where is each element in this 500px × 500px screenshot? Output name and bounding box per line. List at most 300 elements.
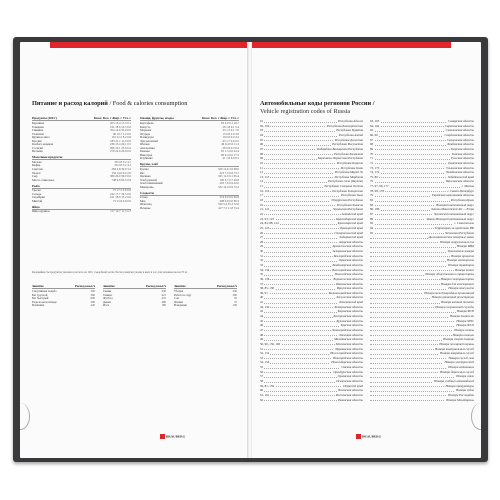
region-code: 35 [260, 272, 264, 277]
region-name: Воронежская область [333, 276, 363, 281]
region-code: 45 [260, 318, 264, 323]
region-code: 21, 121 [260, 207, 270, 212]
region-name: Номера полиции [452, 332, 474, 337]
brand-logo [356, 434, 381, 439]
row-name: Куриное мясо [32, 135, 50, 140]
section-columns: Ккал. Бел. г Жир. г Угл. г [93, 116, 131, 121]
activity-name: Спортивная ходьба [32, 288, 57, 293]
row-values: 157 12.7 11.5 0.7 [110, 209, 131, 214]
region-name: г. Москва [461, 184, 474, 189]
region-name: Республика Мордовия [334, 174, 363, 179]
region-name: Камчатский край [339, 300, 363, 305]
region-code: 23, 93, 123 [260, 216, 274, 221]
activity-value: 360 [90, 292, 95, 297]
region-name: Ивановская область [336, 281, 363, 286]
activity-name: Сон [174, 296, 180, 301]
region-code: 17 [260, 193, 264, 198]
region-name: Республика Алтай [338, 133, 363, 138]
activity-value: 300 [232, 292, 237, 297]
region-name: Челябинская область [445, 170, 474, 175]
region-name: Ярославская область [445, 179, 474, 184]
region-codes-column-b [370, 119, 474, 402]
region-code: 02, 102 [260, 123, 270, 128]
region-name: Вологодская область [334, 272, 363, 277]
region-name: Курская область [340, 323, 363, 328]
region-name: Тульская область [450, 156, 474, 161]
region-name: Чеченская Республика [444, 230, 474, 235]
region-name: Рязанская область [338, 397, 363, 402]
region-name: Пермский край [343, 383, 363, 388]
region-code: 75, 80 [370, 174, 378, 179]
region-code: 59, 81, 159 [260, 383, 274, 388]
region-code: 49 [260, 337, 264, 342]
region-code: 47 [260, 327, 264, 332]
section-columns: Ккал. Бел. г Жир. г Угл. г [201, 116, 239, 121]
region-name: Саратовская область [444, 123, 474, 128]
row-name: Лук репчатый [140, 138, 158, 143]
activity-value: 70 [234, 299, 237, 304]
row-name: Макароны [140, 184, 154, 189]
activity-value: 425 [161, 292, 166, 297]
left-page [20, 42, 248, 458]
row-values: 266 10.1 23.9 0.2 [110, 145, 131, 150]
region-code: 52, 152 [260, 351, 270, 356]
activity-name: Йога [103, 303, 110, 308]
region-name: Номера электросетей [444, 360, 474, 365]
region-code: 69 [370, 146, 374, 151]
table-row [32, 150, 131, 154]
food-title [32, 100, 187, 107]
row-name: Масло сливочное [32, 177, 55, 182]
regions-title-ru: Автомобильные коды регионов России [260, 100, 372, 107]
region-name: Новгородская область [333, 355, 363, 360]
region-name: Республика Северная Осетия [324, 184, 363, 189]
region-name: Номера коммунальных служб [435, 346, 474, 351]
region-code: 67 [370, 137, 374, 142]
region-name: Кировская область [337, 309, 363, 314]
region-name: Номера пограничной службы [435, 304, 474, 309]
region-name: Республика Татарстан [332, 188, 363, 193]
region-code: 06 [260, 142, 264, 147]
activity-name: Бег быстрый [32, 296, 49, 301]
activity-name: Чтение [174, 299, 184, 304]
region-name: Республика Саха (Якутия) [328, 179, 363, 184]
row-values: 191 18.0 13.2 0.0 [110, 195, 131, 200]
row-values: 191 18.6 12.5 0.0 [110, 124, 131, 129]
region-name: Брянская область [339, 258, 363, 263]
activity-name: Танцы [103, 288, 112, 293]
row-values: 91 1.5 0.0 22.4 [221, 149, 239, 154]
activity-header-label: Занятие [32, 284, 44, 289]
brand-logo-icon [160, 434, 165, 439]
region-code: 10 [260, 160, 264, 165]
row-name: Апельсины [140, 145, 155, 150]
region-name: Красноярский край [337, 221, 363, 226]
row-values: 190 4.7 0.7 49.8 [219, 177, 239, 182]
region-code: 66, 96 [370, 133, 378, 138]
region-name: Республика Карелия [336, 160, 363, 165]
activity-value: 180 [161, 303, 166, 308]
activity-row [103, 304, 166, 308]
brand-logo [160, 434, 185, 439]
region-code: 62 [260, 397, 264, 402]
row-name: Творог [32, 170, 41, 175]
row-values: 279 22.6 20.9 0.0 [110, 149, 131, 154]
region-name: Костромская область [333, 314, 363, 319]
row-name: Рис [140, 170, 145, 175]
row-values: 15 0.8 0.0 3.0 [222, 131, 239, 136]
region-code: 44 [260, 314, 264, 319]
region-code: 73, 173 [370, 165, 380, 170]
region-code: 03 [260, 128, 264, 133]
region-name: Номера вооруженных сил [440, 239, 474, 244]
activity-name: Работа в саду [174, 292, 192, 297]
activity-value: 420 [90, 303, 95, 308]
red-header-bar [50, 42, 248, 48]
region-code: 63, 163 [370, 119, 380, 124]
region-code: 79 [370, 193, 374, 198]
region-code: 42, 142 [260, 304, 270, 309]
region-name: Ямало-Ненецкий автономный округ [426, 216, 474, 221]
row-name: Телятина [32, 131, 44, 136]
region-name: Номера военной техники [440, 300, 474, 305]
row-name: Хлеб ржаной [140, 177, 157, 182]
brand-logo-icon [356, 434, 361, 439]
activity-header-unit: Расход ккал/ч [74, 284, 95, 289]
region-name: Номера судов [455, 388, 474, 393]
row-values: 19 0.6 0.0 4.2 [222, 135, 239, 140]
region-name: Номера консульств [448, 286, 474, 291]
row-name: Говядина [32, 124, 44, 129]
region-name: Номера мотоциклов [446, 258, 474, 263]
region-code: 78, 98, 178 [370, 188, 384, 193]
activity-name: Уборка [174, 288, 184, 293]
row-values: 69 0.4 0.0 17.5 [221, 152, 239, 157]
brand-logo-text: BRAUBERG [362, 434, 382, 439]
section-title: Крупы, хлеб [140, 162, 158, 167]
region-name: Амурская область [338, 239, 363, 244]
section-title: Продукты (100 г) [32, 116, 57, 121]
region-code: 30 [260, 249, 264, 254]
row-values: 43 1.7 0.0 9.5 [222, 138, 239, 143]
region-name: Республика Бурятия [336, 128, 363, 133]
region-name: Архангельская область [332, 244, 363, 249]
section-title: Молочные продукты [32, 155, 63, 160]
region-name: Ульяновская область [446, 165, 474, 170]
row-values: 417 7.5 11.8 74.4 [218, 205, 239, 210]
row-name: Треска [32, 188, 41, 193]
region-name: Иркутская область [336, 286, 363, 291]
region-name: Республика Дагестан [334, 137, 363, 142]
region-name: Тюменская область [448, 160, 474, 165]
region-code: 11 [260, 165, 263, 170]
region-code: 61, 161 [260, 392, 270, 397]
right-page [252, 42, 481, 458]
region-code: 58 [260, 379, 264, 384]
row-values: 332 10.4 0.9 72.2 [218, 184, 239, 189]
region-code: 53 [260, 355, 264, 360]
row-values: 203 7.6 0.9 42.0 [219, 181, 239, 186]
activity-header [174, 284, 237, 289]
region-code: 72 [370, 160, 374, 165]
region-code: 46 [260, 323, 264, 328]
region-name: Мурманская область [335, 346, 363, 351]
section-title: Рыба [32, 183, 40, 188]
row-values: 236 13.4 20.1 0.5 [110, 142, 131, 147]
region-code: 19 [260, 202, 264, 207]
activity-row [174, 304, 237, 308]
row-name: Сосиски [32, 145, 43, 150]
region-code: 22 [260, 211, 264, 216]
row-values: 90 19.7 1.2 0.0 [113, 131, 131, 136]
region-name: Номера временной регистрации [431, 295, 474, 300]
page-corner-curve [471, 403, 481, 430]
region-name: Номера водоканала [448, 365, 474, 370]
row-name: Молоко [32, 159, 42, 164]
region-code: 33 [260, 263, 264, 267]
region-name: Республика Башкортостан [326, 123, 363, 128]
activity-name: Бег трусцой [32, 292, 48, 297]
row-name: Огурцы [140, 131, 151, 136]
region-name: Дипломатические номерные знаки [428, 235, 474, 240]
row-name: Яблоки [140, 142, 150, 147]
region-name: Орловская область [337, 374, 363, 379]
region-name: Омская область [341, 365, 363, 370]
region-code: 50, 90, 150, 190 [260, 341, 281, 346]
region-code: 04 [260, 133, 264, 138]
table-row [32, 179, 131, 183]
region-name: Номера общественного транспорта [425, 272, 474, 277]
region-name: Чувашская Республика [333, 207, 363, 212]
region-code: 36, 136 [260, 276, 270, 281]
region-name: Самарская область [447, 119, 474, 124]
row-values: 748 0.6 82.5 0.9 [111, 177, 131, 182]
table-row [140, 157, 239, 161]
row-name: Ветчина [32, 149, 43, 154]
food-tables [32, 115, 242, 260]
region-code: 08 [260, 151, 264, 156]
region-name: Номера такси [455, 267, 474, 272]
row-name: Яйцо куриное [32, 209, 50, 214]
activity-name: Вождение [174, 303, 187, 308]
row-name: Овсянка [140, 174, 151, 179]
brand-logo-text: BRAUBERG [166, 434, 186, 439]
region-name: Тверская область [450, 146, 474, 151]
activity-column [174, 283, 237, 308]
row-values: 323 7.0 0.6 73.7 [219, 170, 239, 175]
region-code: 18 [260, 198, 264, 203]
region-name: Номера служб газа [448, 355, 474, 360]
region-name: Номера связи [456, 374, 474, 379]
region-name: Номера Минобороны [446, 397, 474, 402]
region-code: 32 [260, 258, 264, 263]
region-name: Номера скорой помощи [443, 337, 474, 342]
region-name: Номера международных организаций [424, 290, 474, 295]
region-name: Республика Марий Эл [334, 170, 363, 175]
activity-value: 400 [90, 299, 95, 304]
region-name: Номера пожарной охраны [439, 341, 474, 346]
region-name: Ростовская область [335, 392, 363, 397]
region-name: Сахалинская область [445, 128, 474, 133]
region-code: 38, 85, 138 [260, 286, 274, 291]
region-name: Оренбургская область [333, 369, 363, 374]
region-code: 71 [370, 156, 374, 161]
region-name: Номера Росгвардии [448, 392, 474, 397]
region-code: 95 [370, 230, 374, 235]
row-name: Колбаса вареная [32, 142, 53, 147]
region-name: Номера МЧС [456, 318, 474, 323]
row-name: Бананы [140, 149, 150, 154]
region-name: Кемеровская область [334, 304, 363, 309]
region-code: 43 [260, 309, 264, 314]
region-name: Республика Калмыкия [334, 151, 363, 156]
row-values: 28 1.8 0.1 5.4 [222, 124, 239, 129]
row-name: Баранина [32, 120, 45, 125]
region-name: Номера ФСО [456, 323, 474, 328]
region-codes-column-a [260, 119, 363, 402]
region-code: 68 [370, 142, 374, 147]
row-name: Помидоры [140, 135, 154, 140]
row-values: 540 5.4 35.3 52.6 [218, 202, 239, 207]
region-name: Номера таможни [449, 314, 474, 319]
region-code: 05 [260, 137, 264, 142]
row-name: Кролик [32, 138, 42, 143]
region-code: 92 [370, 221, 374, 226]
row-values: 46 0.4 0.0 11.3 [221, 142, 239, 147]
row-values: 354 14.6 32.9 0.0 [110, 128, 131, 133]
region-name: Краснодарский край [336, 216, 363, 221]
row-values: 161 21.2 8.2 0.6 [111, 135, 131, 140]
region-name: Удмуртская Республика [331, 198, 363, 203]
region-codes-list [260, 119, 474, 416]
region-code: 51 [260, 346, 264, 351]
region-name: Номера МВД [456, 244, 474, 249]
activity-header-label: Занятие [103, 284, 115, 289]
region-code: 14 [260, 179, 264, 184]
region-name: Республика Адыгея [337, 119, 363, 124]
row-name: Скумбрия [32, 195, 45, 200]
region-name: Номера ФСБ [456, 309, 474, 314]
region-code: 07 [260, 146, 264, 151]
region-name: Номера прицепов [451, 253, 474, 258]
region-code: 76 [370, 179, 374, 184]
region-code: 12 [260, 170, 264, 175]
food-notes: Калорийность продуктов указана в расчете на 100 г съедобной части. Расход энергии указан в ккал в час для человека весом 70 кг. [32, 271, 188, 274]
region-code: 57 [260, 374, 264, 379]
region-code: 37 [260, 281, 264, 286]
row-values: 345 11.0 6.1 65.4 [218, 174, 239, 179]
activity-row [32, 304, 95, 308]
region-code: 29 [260, 244, 264, 249]
row-values: 183 21.1 11.0 0.0 [110, 138, 131, 143]
row-values: 308 0.8 0.0 80.3 [219, 198, 239, 203]
page-corner-curve [20, 403, 30, 430]
region-name: Республика Коми [340, 165, 363, 170]
row-name: Виноград [140, 152, 153, 157]
activity-name: Плавание [32, 303, 45, 308]
food-table-column-b [140, 115, 239, 210]
region-name: Псковская область [337, 388, 363, 393]
region-code: 48 [260, 332, 264, 337]
red-header-bar [252, 42, 451, 48]
region-name: Ненецкий автономный округ [435, 202, 474, 207]
region-name: Транзитные номера [447, 249, 474, 254]
row-values: 203 15.4 15.3 0.1 [110, 120, 131, 125]
region-code: 82 [370, 198, 374, 203]
region-name: Номера тракторов [448, 263, 474, 267]
activity-value: 50 [234, 296, 237, 301]
region-name: Чукотский автономный округ [434, 211, 474, 216]
activity-header-unit: Расход ккал/ч [145, 284, 166, 289]
row-name: Свинина [32, 128, 44, 133]
row-name: Кефир [32, 163, 41, 168]
region-code: 16, 116 [260, 188, 270, 193]
food-table-column-a [32, 115, 131, 214]
row-values: 56 2.8 3.2 4.1 [114, 163, 131, 168]
section-title: Сладости [140, 190, 154, 195]
region-name: Номера прокуратуры [445, 383, 474, 388]
row-name: Морковь [140, 128, 152, 133]
activity-header-unit: Расход ккал/ч [216, 284, 237, 289]
region-code: 26 [260, 230, 264, 235]
region-name: Свердловская область [444, 133, 474, 138]
row-name: Хлеб пшеничный [140, 181, 163, 186]
table-row [140, 186, 239, 190]
row-name: Сельдь [32, 191, 42, 196]
region-code: 01 [260, 119, 264, 124]
region-code: 54, 154 [260, 360, 270, 365]
row-name: Картофель [140, 120, 154, 125]
region-name: Алтайский край [341, 211, 363, 216]
region-code: 28 [260, 239, 264, 244]
row-name: Сыр [32, 174, 38, 179]
activity-name: Теннис [103, 292, 113, 297]
region-name: Еврейская автономная область [431, 193, 474, 198]
table-row [140, 207, 239, 211]
row-name: Минтай [32, 198, 43, 203]
region-name: Астраханская область [332, 249, 363, 254]
activity-value: 330 [161, 288, 166, 293]
region-name: Номера учебных автомобилей [434, 379, 474, 384]
region-name: Ставропольский край [334, 230, 363, 235]
table-row [32, 200, 131, 204]
row-name: Гречка [140, 166, 149, 171]
region-name: Республика Тыва [340, 193, 363, 198]
activity-name: Лыжи [103, 299, 111, 304]
region-name: г. Севастополь [454, 221, 474, 226]
region-name: Новосибирская область [331, 360, 363, 365]
region-row [370, 397, 474, 402]
region-code: 64, 164 [370, 123, 380, 128]
region-name: Белгородская область [333, 253, 363, 258]
row-name: Сахар [140, 195, 148, 200]
row-values: 58 2.8 3.2 4.7 [114, 159, 131, 164]
region-code: 13, 113 [260, 174, 270, 179]
region-name: Республика Ингушетия [332, 142, 363, 147]
region-row [260, 397, 363, 402]
region-name: Ленинградская область [331, 327, 363, 332]
activity-value: 480 [161, 299, 166, 304]
region-code: 70 [370, 151, 374, 156]
region-name: Карачаево-Черкесская Республика [317, 156, 363, 161]
activity-value: 600 [90, 296, 95, 301]
region-name: Номера спецтранспорта [440, 276, 474, 281]
row-values: 242 17.7 19.5 0.0 [110, 191, 131, 196]
section-title: Яйца [32, 204, 40, 209]
region-name: г. Санкт-Петербург [447, 188, 474, 193]
region-name: Курганская область [336, 318, 363, 323]
row-name: Сметана [32, 166, 43, 171]
